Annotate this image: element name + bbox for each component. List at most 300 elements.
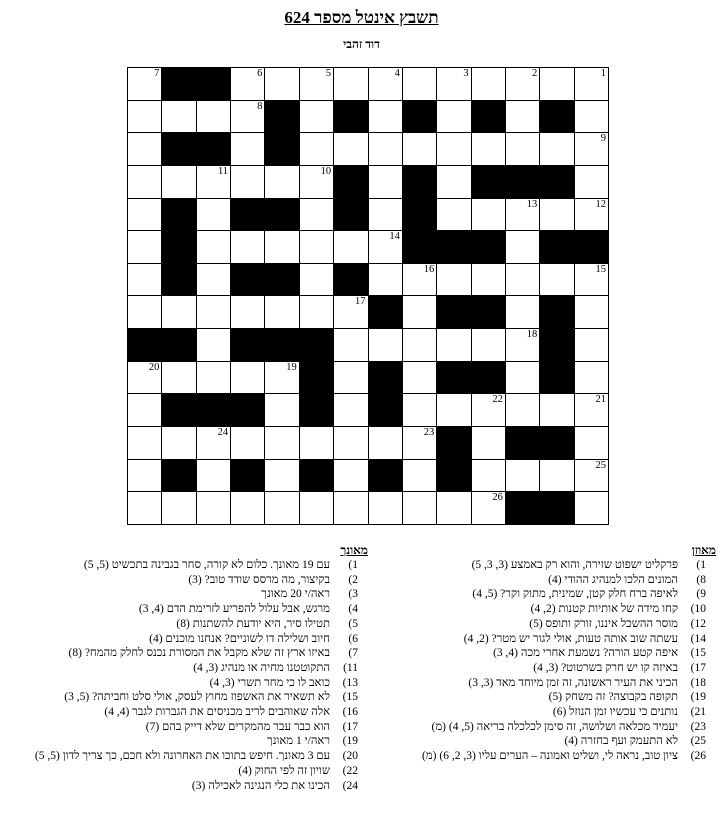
clue-item (16, 632, 368, 647)
grid-cell (299, 100, 333, 133)
grid-cell (402, 491, 436, 524)
grid-cell-black (402, 198, 436, 231)
across-clue-list (368, 558, 716, 764)
grid-cell (436, 328, 470, 361)
clue-number: 19) (690, 691, 706, 704)
grid-cell (333, 328, 367, 361)
clue-text: שויון זה לפי החוק (4) (238, 764, 330, 777)
clue-number: 5) (348, 617, 358, 630)
cell-number: 17 (355, 296, 366, 308)
grid-cell (505, 328, 539, 361)
grid-cell (574, 361, 608, 394)
grid-cell (402, 459, 436, 492)
grid-cell (127, 393, 161, 426)
grid-cell (436, 393, 470, 426)
clue-item (16, 749, 368, 764)
grid-cell (196, 263, 230, 296)
grid-cell (196, 100, 230, 133)
grid-cell-black (471, 295, 505, 328)
grid-cell (333, 295, 367, 328)
grid-cell (574, 328, 608, 361)
clue-item (368, 617, 716, 632)
grid-cell (574, 198, 608, 231)
grid-cell (574, 67, 608, 100)
cell-number: 6 (257, 68, 263, 79)
grid-cell (299, 132, 333, 165)
cell-number: 10 (320, 165, 332, 177)
grid-cell (402, 328, 436, 361)
grid-cell (230, 165, 264, 198)
grid-cell-black (402, 165, 436, 198)
grid-cell (299, 263, 333, 296)
grid-cell-black (264, 263, 298, 296)
cell-number: 24 (217, 427, 229, 439)
grid-cell-black (161, 459, 195, 492)
clue-item (16, 734, 368, 749)
grid-cell-black (471, 361, 505, 394)
grid-cell (196, 230, 230, 263)
grid-cell-black (505, 165, 539, 198)
clue-text: פרקליט ישפוט שזירה, והוא רק באמצע (3, 3, 5) (471, 559, 678, 571)
grid-cell (505, 361, 539, 394)
grid-cell-black (368, 361, 402, 394)
grid-cell-black (539, 165, 573, 198)
across-header: מאוזן (691, 543, 716, 557)
grid-cell (264, 295, 298, 328)
clue-number: 14) (690, 632, 706, 645)
clue-item (368, 602, 716, 617)
grid-cell (539, 132, 573, 165)
grid-cell (230, 100, 264, 133)
grid-cell (161, 100, 195, 133)
grid-cell (299, 295, 333, 328)
grid-cell (127, 295, 161, 328)
grid-cell (368, 67, 402, 100)
clue-text: לא התעמק ועף בחזרה (4) (564, 735, 678, 748)
grid-cell-black (539, 491, 573, 524)
grid-cell-black (539, 295, 573, 328)
clue-item (16, 602, 368, 617)
grid-cell (402, 263, 436, 296)
grid-cell-black (230, 393, 264, 426)
grid-cell (230, 295, 264, 328)
grid-cell-black (161, 198, 195, 231)
grid-cell (471, 426, 505, 459)
clue-text: הכינו את כלי הנגינה לאכילה (3) (191, 779, 330, 792)
grid-cell-black (436, 230, 470, 263)
clue-number: 17) (690, 661, 706, 674)
grid-cell-black (436, 459, 470, 492)
cell-number: 3 (463, 68, 469, 79)
grid-cell (127, 100, 161, 133)
clue-number: 12) (690, 617, 706, 630)
clue-number: 21) (690, 706, 706, 719)
clue-number: 24) (342, 779, 358, 792)
grid-cell-black (161, 67, 195, 100)
grid-cell (505, 132, 539, 165)
grid-cell (333, 132, 367, 165)
grid-cell (505, 295, 539, 328)
clue-number: 15) (690, 647, 706, 660)
grid-cell (539, 198, 573, 231)
grid-cell (299, 67, 333, 100)
grid-cell-black (505, 491, 539, 524)
grid-cell (127, 459, 161, 492)
cell-number: 20 (148, 361, 160, 373)
clue-text: הוא כבר עבר מהמקרים שלא דייק בהם (7) (145, 720, 330, 733)
grid-cell (402, 393, 436, 426)
grid-cell-black (436, 295, 470, 328)
grid-cell-black (196, 132, 230, 165)
cell-number: 25 (595, 459, 606, 471)
grid-cell-black (299, 459, 333, 492)
grid-cell-black (299, 393, 333, 426)
grid-cell-black (161, 393, 195, 426)
clue-item (16, 676, 368, 691)
puzzle-title: תשבץ אינטל מספר 624 (284, 8, 439, 27)
clue-number: 23) (690, 720, 706, 733)
clue-item (368, 676, 716, 691)
grid-cell-black (539, 328, 573, 361)
grid-cell (333, 67, 367, 100)
grid-cell (127, 198, 161, 231)
clue-text: תטילו סיר, היא יודעת להשתנות (8) (176, 617, 330, 630)
cell-number: 19 (286, 361, 297, 373)
grid-cell (368, 230, 402, 263)
clue-item (368, 587, 716, 602)
grid-cell (161, 165, 195, 198)
grid-cell-black (161, 132, 195, 165)
grid-cell (471, 328, 505, 361)
clue-number: 6) (348, 632, 358, 645)
cell-number: 13 (526, 198, 538, 210)
clue-number: 25) (690, 735, 706, 748)
grid-cell (471, 67, 505, 100)
crossword-grid (127, 67, 609, 525)
grid-cell (574, 491, 608, 524)
grid-cell-black (539, 361, 573, 394)
grid-cell (264, 361, 298, 394)
grid-cell (299, 230, 333, 263)
grid-cell (127, 132, 161, 165)
clue-item (368, 690, 716, 705)
grid-cell (230, 361, 264, 394)
clue-item (368, 734, 716, 749)
grid-cell (436, 100, 470, 133)
grid-cell-black (333, 263, 367, 296)
cell-number: 15 (595, 263, 606, 275)
grid-cell (333, 491, 367, 524)
grid-cell (436, 165, 470, 198)
grid-cell (127, 426, 161, 459)
grid-cell-black (333, 165, 367, 198)
grid-cell (127, 230, 161, 263)
grid-cell-black (368, 393, 402, 426)
clue-text: ציון טוב, נראה לי, ושליט ואמונה – הערים עליו (3, 2, 6) (מ) (422, 750, 678, 763)
grid-cell (161, 426, 195, 459)
grid-cell (505, 393, 539, 426)
clue-number: 19) (342, 735, 358, 748)
grid-cell (161, 295, 195, 328)
grid-cell (574, 426, 608, 459)
clue-number: 9) (696, 588, 706, 601)
grid-cell (299, 198, 333, 231)
clue-text: קחו מידה של אותיות קטנות (2, 4) (530, 603, 678, 616)
clue-item (368, 558, 716, 573)
clue-item (16, 720, 368, 735)
grid-cell-black (127, 328, 161, 361)
clue-item (368, 573, 716, 588)
grid-cell (368, 426, 402, 459)
clue-text: המונים הלכו למנהיג ההודי (4) (548, 573, 678, 586)
cell-number: 21 (595, 394, 606, 406)
grid-cell (264, 426, 298, 459)
grid-cell (196, 328, 230, 361)
grid-cell-black (230, 459, 264, 492)
grid-cell-black (333, 100, 367, 133)
clue-text: לאיפה ברח חלק קטן, שמינית, מתוק וקר? (5, 4) (472, 588, 678, 601)
grid-cell (230, 67, 264, 100)
grid-cell (368, 263, 402, 296)
grid-cell-black (471, 230, 505, 263)
cell-number: 12 (595, 198, 606, 210)
clue-item (368, 661, 716, 676)
down-clues-section (16, 542, 368, 793)
clue-text: ראה/י 20 מאונך (261, 588, 330, 601)
grid-cell (368, 132, 402, 165)
clue-item (368, 749, 716, 764)
clue-text: איפה קטע הורה? נשמעת אחרי מכה (4, 3) (493, 647, 678, 660)
grid-cell (333, 393, 367, 426)
clue-number: 3) (348, 588, 358, 601)
clue-text: עם 3 מאונך. חיפש בתוכו את האחרונה ולא חכם, כך צריך לדון (5, 5) (34, 750, 330, 763)
grid-cell (368, 328, 402, 361)
grid-cell (539, 393, 573, 426)
grid-cell (574, 295, 608, 328)
grid-cell (264, 67, 298, 100)
grid-cell (471, 132, 505, 165)
grid-cell (471, 393, 505, 426)
grid-cell (505, 67, 539, 100)
grid-cell (333, 230, 367, 263)
grid-cell-black (333, 198, 367, 231)
grid-cell (299, 426, 333, 459)
clue-item (16, 587, 368, 602)
clue-number: 15) (342, 691, 358, 704)
clue-item (16, 779, 368, 794)
cell-number: 18 (526, 329, 538, 341)
grid-cell (402, 426, 436, 459)
cell-number: 8 (257, 100, 263, 112)
grid-cell (574, 263, 608, 296)
clue-item (16, 617, 368, 632)
grid-cell (574, 132, 608, 165)
grid-cell (264, 165, 298, 198)
grid-cell (505, 100, 539, 133)
grid-cell-black (436, 361, 470, 394)
grid-cell (264, 393, 298, 426)
clue-number: 7) (348, 647, 358, 660)
grid-cell (368, 100, 402, 133)
grid-cell (368, 491, 402, 524)
down-header: מאונך (340, 543, 368, 557)
clue-text: מוסר ההשכל איננו, זורק ותופס (5) (529, 617, 678, 630)
grid-cell-black (230, 328, 264, 361)
across-clues-section (368, 542, 716, 764)
grid-cell (471, 491, 505, 524)
clue-item (368, 646, 716, 661)
clue-number: 11) (343, 661, 358, 674)
grid-cell (539, 263, 573, 296)
grid-cell (230, 132, 264, 165)
cell-number: 2 (532, 68, 538, 79)
clue-item (16, 690, 368, 705)
clue-number: 1) (696, 559, 706, 571)
grid-cell-black (471, 165, 505, 198)
grid-cell (127, 361, 161, 394)
clue-text: בקיצור, מה מרסס שודד טוב? (3) (188, 573, 330, 586)
clue-number: 26) (690, 750, 706, 763)
grid-cell-black (196, 393, 230, 426)
grid-cell-black (264, 328, 298, 361)
cell-number: 9 (600, 133, 606, 145)
grid-cell (505, 230, 539, 263)
grid-cell (264, 459, 298, 492)
grid-cell (368, 198, 402, 231)
grid-cell (539, 459, 573, 492)
grid-cell-black (264, 198, 298, 231)
grid-cell-black (436, 426, 470, 459)
grid-cell (505, 263, 539, 296)
grid-cell (471, 198, 505, 231)
clue-number: 20) (342, 750, 358, 763)
clue-number: 17) (342, 720, 358, 733)
clue-text: תקופה בקבוצה? זה משחק (5) (548, 691, 678, 704)
clue-number: 18) (690, 676, 706, 689)
clue-text: הכיני את העיר ראשונה, זה זמן מיוחד מאד (3, 3) (468, 676, 678, 689)
grid-cell (127, 491, 161, 524)
grid-cell-black (574, 230, 608, 263)
cell-number: 14 (389, 231, 400, 243)
cell-number: 23 (423, 427, 435, 439)
clue-item (16, 661, 368, 676)
grid-cell (574, 459, 608, 492)
grid-cell (196, 198, 230, 231)
cell-number: 26 (492, 492, 503, 504)
clue-item (368, 720, 716, 735)
grid-cell (436, 263, 470, 296)
cell-number: 22 (492, 394, 503, 406)
grid-cell (436, 491, 470, 524)
grid-cell-black (539, 100, 573, 133)
grid-cell-black (539, 230, 573, 263)
down-clue-list (16, 558, 368, 793)
clue-item (16, 764, 368, 779)
grid-cell (574, 165, 608, 198)
clue-number: 16) (342, 706, 358, 719)
grid-cell-black (161, 263, 195, 296)
grid-cell (196, 459, 230, 492)
grid-cell (264, 491, 298, 524)
grid-cell (299, 491, 333, 524)
clue-item (16, 646, 368, 661)
clue-text: ראה/י 1 מאונך (267, 735, 330, 748)
cell-number: 4 (394, 68, 400, 79)
grid-cell (127, 67, 161, 100)
clue-text: יעמיד מכלאה ושלושה, זה סימן לכלכלה בריאה (5, 4) (מ) (431, 720, 678, 733)
grid-cell (161, 491, 195, 524)
grid-cell (402, 67, 436, 100)
clue-number: 22) (342, 764, 358, 777)
grid-cell-black (264, 132, 298, 165)
clue-number: 4) (348, 603, 358, 616)
grid-cell (161, 361, 195, 394)
grid-cell (196, 361, 230, 394)
grid-cell (574, 100, 608, 133)
grid-cell (230, 230, 264, 263)
puzzle-author: דוד זהבי (343, 37, 380, 51)
grid-cell-black (264, 100, 298, 133)
grid-cell-black (196, 67, 230, 100)
grid-cell (402, 361, 436, 394)
grid-cell (368, 165, 402, 198)
grid-cell (196, 491, 230, 524)
grid-cell (230, 491, 264, 524)
grid-cell (471, 459, 505, 492)
cell-number: 11 (217, 165, 229, 177)
grid-cell-black (161, 230, 195, 263)
grid-cell (196, 165, 230, 198)
clue-text: מרגש, אבל עלול להפריע לזרימת הדם (4, 3) (138, 603, 330, 616)
grid-cell (505, 198, 539, 231)
grid-cell (505, 459, 539, 492)
clue-text: נותנים כי עכשיו זמן הנוזל (6) (552, 706, 678, 719)
clue-number: 10) (690, 603, 706, 616)
clue-text: חיוב ושלילה דו לשוניים? אנחנו מוכנים (4) (149, 632, 330, 645)
clue-text: עשתה שוב אותה טעות, אולי לגור יש מטר? (2, 4) (463, 632, 678, 645)
grid-cell (436, 198, 470, 231)
clue-item (368, 632, 716, 647)
cell-number: 7 (154, 68, 160, 79)
grid-cell-black (402, 230, 436, 263)
grid-cell (402, 295, 436, 328)
clue-text: לא תשאיר את האשפוז מחוץ לעסק, אולי סלט וחביתה? (5, 3) (64, 691, 330, 704)
cell-number: 1 (600, 68, 606, 79)
grid-cell (299, 165, 333, 198)
clue-text: כואב לו כי מחר תשרי (3, 4) (209, 676, 330, 689)
clue-item (16, 705, 368, 720)
grid-cell-black (368, 295, 402, 328)
grid-cell-black (299, 328, 333, 361)
grid-cell (539, 67, 573, 100)
clue-item (16, 573, 368, 588)
grid-cell-black (505, 426, 539, 459)
grid-cell (127, 165, 161, 198)
clue-text: אלה שאוהבים לריב מכניסים את הגברות לגבר (4, 4) (104, 706, 330, 719)
clue-item (368, 705, 716, 720)
grid-cell (436, 132, 470, 165)
cell-number: 5 (325, 68, 332, 79)
grid-cell (402, 132, 436, 165)
grid-cell-black (402, 100, 436, 133)
grid-cell (333, 361, 367, 394)
grid-cell-black (368, 459, 402, 492)
clue-text: עם 19 מאונך. כלום לא קורה, סחר בגבינה בתכשיט (5, 5) (83, 559, 330, 571)
grid-cell-black (161, 328, 195, 361)
grid-cell (230, 426, 264, 459)
clue-number: 8) (696, 573, 706, 586)
grid-cell (127, 263, 161, 296)
